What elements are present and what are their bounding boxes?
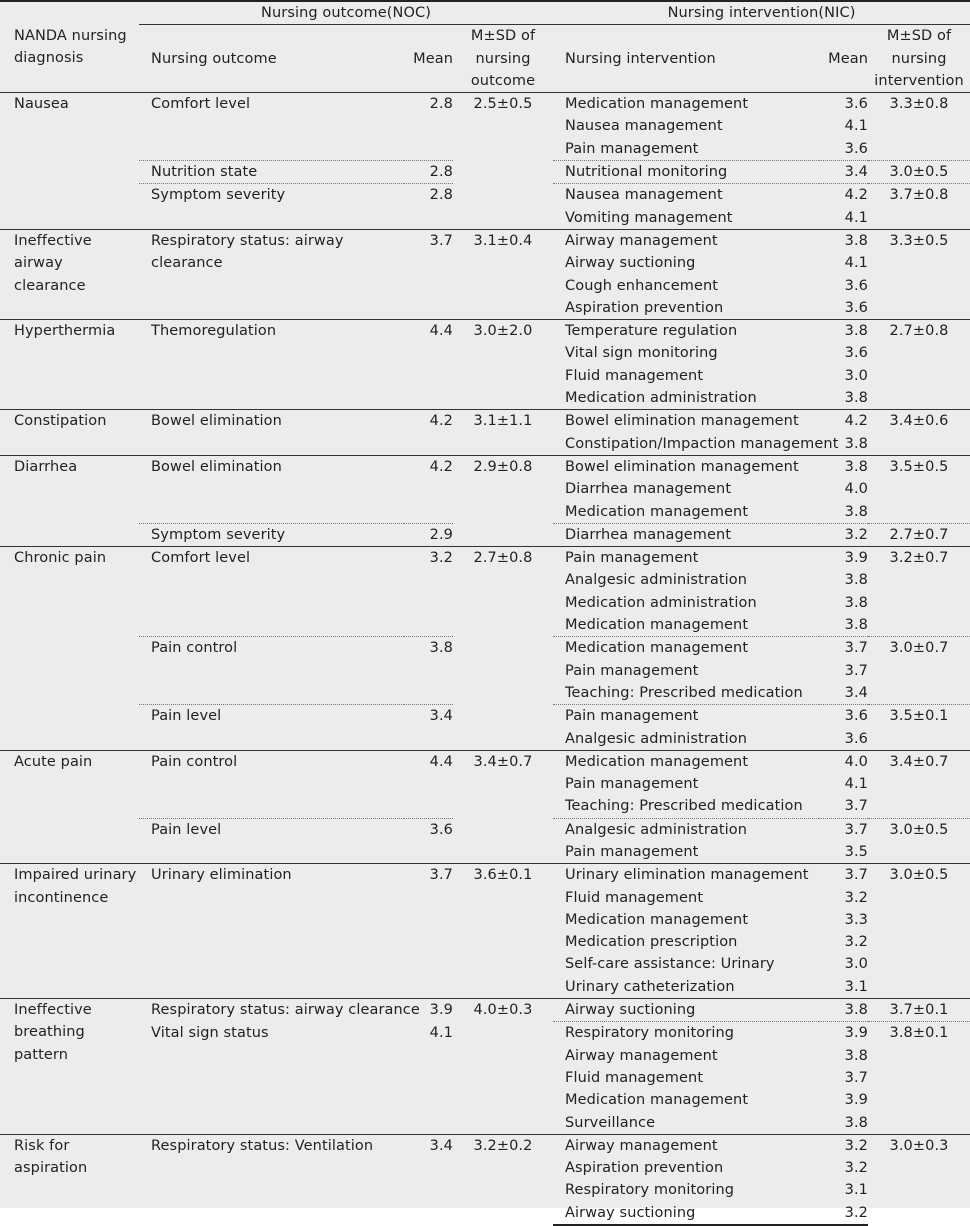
intervention-mean-cell: 3.8 [844,594,868,611]
intervention-msd-cell: 2.7±0.7 [868,523,970,546]
intervention-mean-cell: 3.8 [819,229,868,252]
outcome-mean-cell: 4.4 [404,750,453,818]
intervention-cell: Pain management [565,843,699,860]
outcome-cell: Bowel elimination [139,455,404,523]
table-row [0,750,970,773]
intervention-cell: Diarrhea management [553,523,819,546]
intervention-mean-cell: 3.6 [844,345,868,362]
intervention-cell: Diarrhea management [565,481,732,498]
intervention-cell: Respiratory monitoring [553,1022,819,1045]
outcome-mean-cell: 3.7 [404,864,453,999]
diagnosis-cell: Ineffective breathing pattern [0,999,139,1135]
header-nursing-intervention: Nursing intervention [553,25,819,93]
intervention-mean-cell: 3.8 [844,503,868,520]
intervention-mean-cell: 3.1 [844,1182,868,1199]
outcome-cell: Pain control [139,637,404,705]
intervention-cell: Airway management [565,1047,718,1064]
outcome-cell: Nutrition state [139,161,404,184]
intervention-cell: Medication administration [565,594,757,611]
outcome-mean-cell: 3.6 [404,818,453,864]
intervention-cell: Urinary catheterization [565,978,735,995]
intervention-mean-cell: 4.0 [844,481,868,498]
outcome-cell: Symptom severity [139,184,404,230]
intervention-mean-cell: 4.0 [819,750,868,773]
intervention-msd-cell: 3.3±0.8 [868,93,970,161]
diagnosis-cell: Ineffective airway clearance [0,229,139,319]
intervention-mean-cell: 3.8 [844,617,868,634]
intervention-mean-cell: 3.2 [819,1202,868,1225]
outcome-cell: Urinary elimination [139,864,404,999]
outcome-mean-cell: 4.4 [404,320,453,410]
intervention-mean-cell: 3.8 [819,455,868,478]
outcome-mean-cell: 4.2 [404,410,453,456]
intervention-msd-cell: 3.8±0.1 [868,1022,970,1134]
intervention-msd-cell: 3.2±0.7 [868,547,970,637]
intervention-cell: Constipation/Impaction management [565,435,839,452]
intervention-mean-cell: 3.9 [819,1022,868,1045]
outcome-mean-cell: 4.2 [404,455,453,523]
intervention-mean-cell: 3.8 [819,999,868,1022]
intervention-mean-cell: 3.8 [844,572,868,589]
intervention-mean-cell: 3.8 [844,435,868,452]
table-row [0,320,970,343]
outcome-cell: Comfort level [139,93,404,161]
intervention-cell: Medication prescription [565,934,738,951]
outcome-msd-cell: 2.9±0.8 [453,455,553,546]
table-row [0,93,970,116]
intervention-cell: Medication management [565,503,749,520]
intervention-cell: Teaching: Prescribed medication [565,684,803,701]
outcome-msd-cell: 3.4±0.7 [453,750,553,863]
intervention-cell: Medication management [565,1092,749,1109]
intervention-cell: Pain management [565,776,699,793]
intervention-cell: Bowel elimination management [553,410,819,433]
intervention-mean-cell: 3.7 [844,798,868,815]
outcome-msd-cell: 3.6±0.1 [453,864,553,999]
intervention-mean-cell: 3.7 [844,662,868,679]
outcome-cell: Bowel elimination [139,410,404,456]
intervention-mean-cell: 3.6 [844,277,868,294]
intervention-cell: Analgesic administration [553,818,819,841]
outcome-mean-cell: 3.9 [404,999,453,1022]
intervention-mean-cell: 4.1 [844,209,868,226]
header-nursing-outcome: Nursing outcome [139,25,404,93]
diagnosis-cell: Diarrhea [0,455,139,546]
intervention-mean-cell: 3.8 [844,1047,868,1064]
intervention-cell: Medication management [553,750,819,773]
intervention-mean-cell: 3.4 [819,161,868,184]
table-row [0,547,970,570]
header-nic-group: Nursing intervention(NIC) [553,1,970,25]
intervention-cell: Airway suctioning [565,255,696,272]
intervention-mean-cell: 3.0 [844,367,868,384]
intervention-mean-cell: 3.6 [844,299,868,316]
outcome-mean-cell: 2.8 [404,161,453,184]
intervention-mean-cell: 3.7 [819,818,868,841]
intervention-mean-cell: 3.4 [844,684,868,701]
intervention-msd-cell: 3.0±0.5 [868,864,970,999]
intervention-mean-cell: 3.2 [819,523,868,546]
diagnosis-cell: Hyperthermia [0,320,139,410]
outcome-mean-cell: 2.9 [404,523,453,546]
intervention-cell: Self-care assistance: Urinary [565,956,775,973]
header-intervention-mean: Mean [819,25,868,93]
outcome-mean-cell: 3.8 [404,637,453,705]
intervention-mean-cell: 3.6 [819,705,868,728]
intervention-msd-cell: 3.7±0.8 [868,184,970,230]
outcome-msd-cell: 4.0±0.3 [453,999,553,1135]
outcome-cell: Respiratory status: airway clearance [139,999,404,1022]
intervention-mean-cell: 3.9 [819,547,868,570]
intervention-msd-cell: 3.0±0.5 [868,161,970,184]
table-row [0,999,970,1022]
intervention-cell: Medication management [565,911,749,928]
outcome-cell: Themoregulation [139,320,404,410]
intervention-mean-cell: 4.1 [844,255,868,272]
intervention-msd-cell: 3.0±0.3 [868,1134,970,1225]
intervention-mean-cell: 3.7 [819,637,868,660]
intervention-cell: Airway suctioning [553,999,819,1022]
intervention-mean-cell: 3.3 [844,911,868,928]
intervention-msd-cell: 3.0±0.7 [868,637,970,705]
table-row [0,1134,970,1157]
diagnosis-cell: Acute pain [0,750,139,863]
intervention-cell: Nausea management [565,118,723,135]
intervention-cell: Vital sign monitoring [565,345,718,362]
intervention-msd-cell: 2.7±0.8 [868,320,970,410]
intervention-cell: Medication management [553,93,819,116]
outcome-cell: Symptom severity [139,523,404,546]
intervention-cell: Pain management [565,662,699,679]
outcome-cell: Respiratory status: Ventilation [139,1134,404,1225]
intervention-cell: Nutritional monitoring [553,161,819,184]
intervention-cell: Fluid management [565,889,704,906]
outcome-cell: Pain control [139,750,404,818]
outcome-cell: Pain level [139,705,404,751]
outcome-msd-cell: 2.5±0.5 [453,93,553,230]
intervention-msd-cell: 3.5±0.1 [868,705,970,751]
intervention-cell: Analgesic administration [565,730,748,747]
outcome-msd-cell: 2.7±0.8 [453,547,553,751]
diagnosis-cell: Nausea [0,93,139,230]
outcome-mean-cell: 4.1 [429,1024,453,1041]
header-noc-group: Nursing outcome(NOC) [139,1,553,25]
intervention-cell: Airway management [553,229,819,252]
intervention-mean-cell: 3.6 [844,140,868,157]
intervention-mean-cell: 3.9 [844,1092,868,1109]
intervention-mean-cell: 3.2 [844,1160,868,1177]
intervention-msd-cell: 3.5±0.5 [868,455,970,523]
intervention-cell: Temperature regulation [553,320,819,343]
intervention-msd-cell: 3.4±0.6 [868,410,970,456]
outcome-mean-cell: 3.4 [404,1134,453,1225]
intervention-cell: Aspiration prevention [565,1160,724,1177]
diagnosis-cell: Impaired urinary incontinence [0,864,139,999]
outcome-cell: Respiratory status: airway clearance [139,229,404,319]
diagnosis-cell: Constipation [0,410,139,456]
intervention-mean-cell: 4.1 [844,118,868,135]
intervention-mean-cell: 3.2 [844,889,868,906]
intervention-mean-cell: 3.8 [844,390,868,407]
header-nanda-diagnosis: NANDA nursing diagnosis [0,1,139,93]
intervention-mean-cell: 3.2 [819,1134,868,1157]
intervention-cell: Respiratory monitoring [565,1182,735,1199]
outcome-msd-cell: 3.2±0.2 [453,1134,553,1225]
outcome-cell: Comfort level [139,547,404,637]
intervention-mean-cell: 3.6 [819,93,868,116]
intervention-msd-cell: 3.7±0.1 [868,999,970,1022]
header-outcome-msd: M±SD of nursing outcome [453,25,553,93]
diagnosis-cell: Risk for aspiration [0,1134,139,1225]
outcome-msd-cell: 3.1±1.1 [453,410,553,456]
intervention-cell: Surveillance [565,1114,656,1131]
outcome-msd-cell: 3.1±0.4 [453,229,553,319]
intervention-cell: Pain management [565,140,699,157]
intervention-mean-cell: 3.1 [844,978,868,995]
intervention-cell: Vomiting management [565,209,733,226]
intervention-msd-cell: 3.0±0.5 [868,818,970,864]
intervention-cell: Fluid management [565,367,704,384]
intervention-mean-cell: 3.7 [844,1069,868,1086]
intervention-cell: Bowel elimination management [553,455,819,478]
intervention-mean-cell: 3.8 [819,320,868,343]
diagnosis-cell: Chronic pain [0,547,139,751]
intervention-cell: Cough enhancement [565,277,719,294]
intervention-mean-cell: 3.7 [819,864,868,887]
intervention-cell: Pain management [553,547,819,570]
intervention-mean-cell: 4.2 [819,184,868,207]
table-row [0,229,970,252]
outcome-mean-cell: 2.8 [404,184,453,230]
header-intervention-msd: M±SD of nursing intervention [868,25,970,93]
outcome-cell: Pain level [139,818,404,864]
intervention-mean-cell: 4.1 [844,776,868,793]
intervention-cell: Teaching: Prescribed medication [565,798,803,815]
outcome-cell: Vital sign status [151,1024,269,1041]
table-row [0,410,970,433]
intervention-cell: Airway suctioning [553,1202,819,1225]
intervention-cell: Medication management [565,617,749,634]
header-outcome-mean: Mean [404,25,453,93]
outcome-mean-cell: 3.2 [404,547,453,637]
table-row [0,864,970,887]
intervention-msd-cell: 3.4±0.7 [868,750,970,818]
intervention-mean-cell: 3.0 [844,956,868,973]
intervention-cell: Aspiration prevention [565,299,724,316]
outcome-msd-cell: 3.0±2.0 [453,320,553,410]
intervention-cell: Medication management [553,637,819,660]
intervention-cell: Nausea management [553,184,819,207]
intervention-mean-cell: 4.2 [819,410,868,433]
outcome-mean-cell: 3.7 [404,229,453,319]
intervention-cell: Airway management [553,1134,819,1157]
intervention-cell: Analgesic administration [565,572,748,589]
intervention-cell: Fluid management [565,1069,704,1086]
intervention-cell: Medication administration [565,390,757,407]
intervention-cell: Urinary elimination management [553,864,819,887]
intervention-cell: Pain management [553,705,819,728]
intervention-mean-cell: 3.5 [844,843,868,860]
intervention-mean-cell: 3.2 [844,934,868,951]
intervention-msd-cell: 3.3±0.5 [868,229,970,319]
outcome-mean-cell: 3.4 [404,705,453,751]
outcome-mean-cell: 2.8 [404,93,453,161]
intervention-mean-cell: 3.6 [844,730,868,747]
table-row [0,455,970,478]
intervention-mean-cell: 3.8 [844,1114,868,1131]
